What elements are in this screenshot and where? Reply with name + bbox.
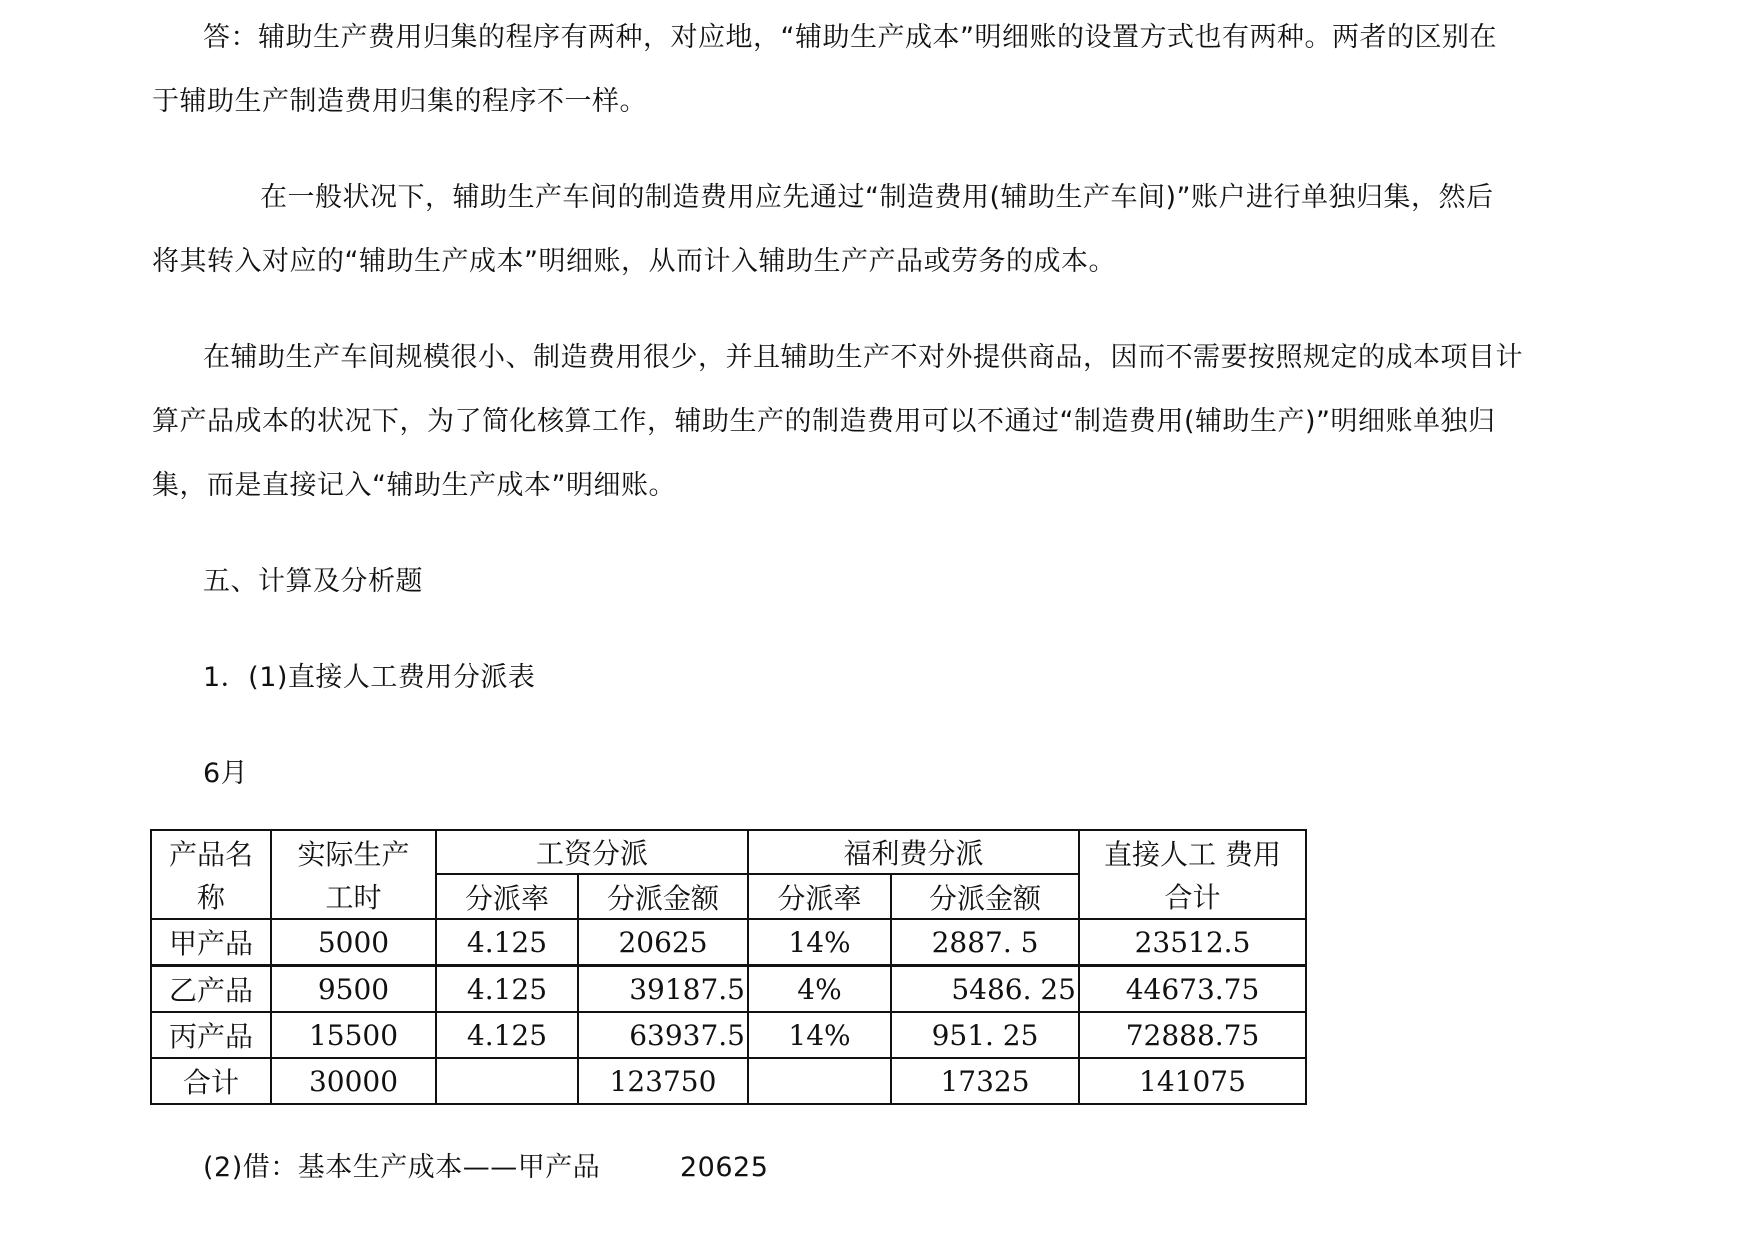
cell-welfare-amount: 17325 — [891, 1058, 1079, 1104]
cell-wage-amount: 63937.5 — [578, 1012, 748, 1058]
cell-wage-amount: 123750 — [578, 1058, 748, 1104]
cell-welfare-rate — [748, 1058, 891, 1104]
cell-total: 23512.5 — [1079, 919, 1306, 966]
cell-hours: 15500 — [271, 1012, 436, 1058]
table-total-row — [151, 1058, 1306, 1104]
cell-welfare-rate: 14% — [748, 1012, 891, 1058]
journal-entry-amount: 20625 — [680, 1152, 769, 1183]
cell-wage-amount: 39187.5 — [578, 966, 748, 1013]
cell-welfare-rate: 14% — [748, 919, 891, 966]
paragraph-simplified-line-3: 集，而是直接记入“辅助生产成本”明细账。 — [152, 470, 676, 501]
header-wage-rate: 分派率 — [436, 874, 578, 919]
cell-wage-rate: 4.125 — [436, 919, 578, 966]
header-direct-labor-total-cont: 合计 — [1079, 874, 1306, 919]
cell-total: 44673.75 — [1079, 966, 1306, 1013]
cell-wage-rate — [436, 1058, 578, 1104]
table-title: 1．(1)直接人工费用分派表 — [203, 662, 536, 693]
cell-wage-rate: 4.125 — [436, 966, 578, 1013]
header-actual-hours-cont: 工时 — [271, 874, 436, 919]
cell-welfare-amount: 2887. 5 — [891, 919, 1079, 966]
header-welfare-rate: 分派率 — [748, 874, 891, 919]
header-product-name-cont: 称 — [151, 874, 271, 919]
cell-wage-amount: 20625 — [578, 919, 748, 966]
table-row — [151, 966, 1306, 1013]
section-heading: 五、计算及分析题 — [203, 566, 423, 597]
journal-entry-label: (2)借：基本生产成本——甲产品 — [203, 1152, 601, 1183]
paragraph-general-line-2: 将其转入对应的“辅助生产成本”明细账，从而计入辅助生产产品或劳务的成本。 — [152, 246, 1116, 277]
cell-hours: 30000 — [271, 1058, 436, 1104]
cell-welfare-amount: 951. 25 — [891, 1012, 1079, 1058]
header-welfare-amount: 分派金额 — [891, 874, 1079, 919]
header-product-name: 产品名 — [151, 830, 271, 874]
table-header-row-2 — [151, 874, 1306, 919]
cell-product-name: 甲产品 — [151, 919, 271, 966]
table-header-row-1 — [151, 830, 1306, 874]
header-direct-labor-total: 直接人工 费用 — [1079, 830, 1306, 874]
cell-welfare-rate: 4% — [748, 966, 891, 1013]
table-row — [151, 1012, 1306, 1058]
header-welfare-allocation: 福利费分派 — [748, 830, 1079, 874]
paragraph-simplified-line-2: 算产品成本的状况下，为了简化核算工作，辅助生产的制造费用可以不通过“制造费用(辅助生产)”明细账单独归 — [152, 406, 1496, 437]
direct-labor-allocation-table — [150, 829, 1307, 1105]
cell-product-name: 合计 — [151, 1058, 271, 1104]
cell-total: 72888.75 — [1079, 1012, 1306, 1058]
paragraph-answer-line-2: 于辅助生产制造费用归集的程序不一样。 — [152, 86, 647, 117]
cell-wage-rate: 4.125 — [436, 1012, 578, 1058]
cell-product-name: 丙产品 — [151, 1012, 271, 1058]
table-row — [151, 919, 1306, 966]
header-wage-allocation: 工资分派 — [436, 830, 748, 874]
cell-total: 141075 — [1079, 1058, 1306, 1104]
paragraph-answer-line-1: 答：辅助生产费用归集的程序有两种，对应地，“辅助生产成本”明细账的设置方式也有两种。两者的区别在 — [203, 22, 1497, 53]
paragraph-simplified-line-1: 在辅助生产车间规模很小、制造费用很少，并且辅助生产不对外提供商品，因而不需要按照规定的成本项目计 — [203, 342, 1523, 373]
cell-hours: 5000 — [271, 919, 436, 966]
table-month: 6月 — [203, 758, 249, 789]
header-wage-amount: 分派金额 — [578, 874, 748, 919]
cell-product-name: 乙产品 — [151, 966, 271, 1013]
paragraph-general-line-1: 在一般状况下，辅助生产车间的制造费用应先通过“制造费用(辅助生产车间)”账户进行单独归集，然后 — [260, 182, 1494, 213]
header-actual-hours: 实际生产 — [271, 830, 436, 874]
cell-hours: 9500 — [271, 966, 436, 1013]
cell-welfare-amount: 5486. 25 — [891, 966, 1079, 1013]
